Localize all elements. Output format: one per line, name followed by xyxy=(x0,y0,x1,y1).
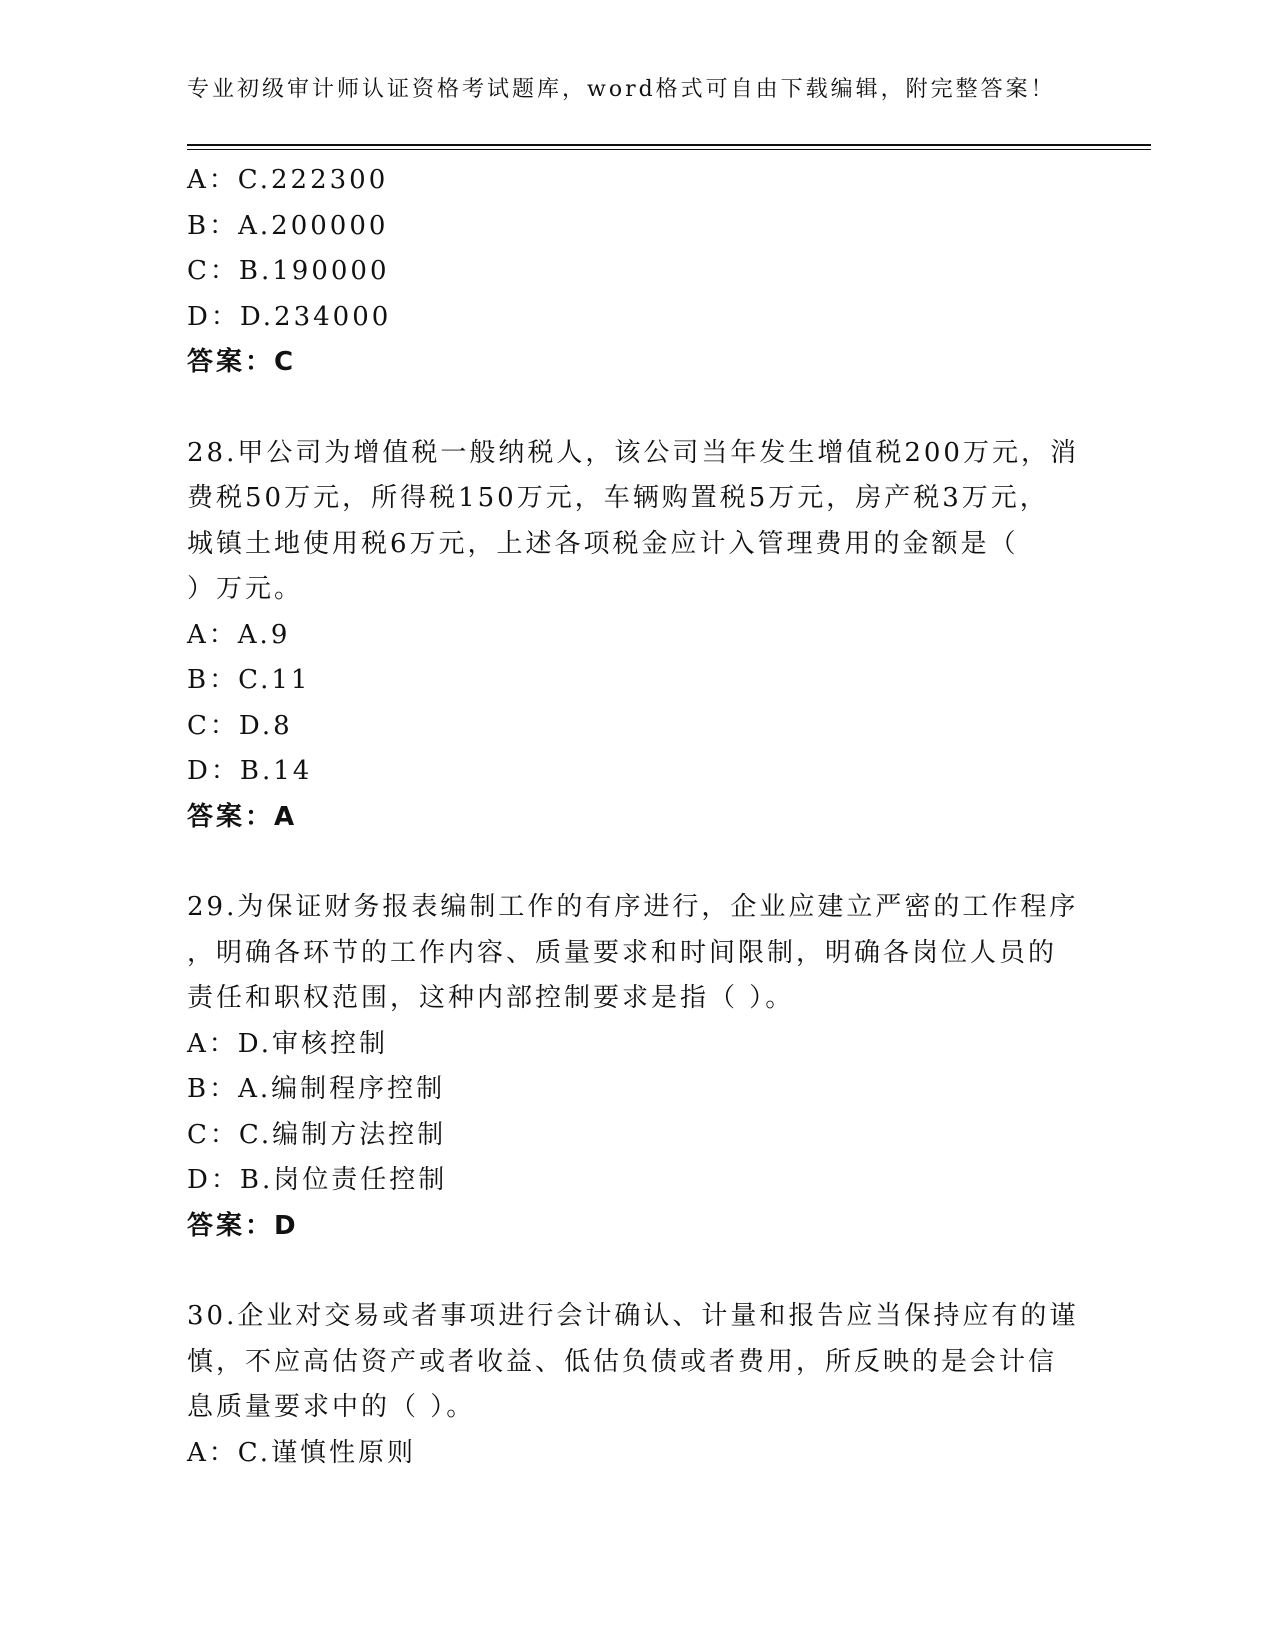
option-a: A：C.222300 xyxy=(187,165,389,195)
question-text-line: 30.企业对交易或者事项进行会计确认、计量和报告应当保持应有的谨 xyxy=(187,1301,1079,1331)
option-c: C：C.编制方法控制 xyxy=(187,1119,447,1150)
option-c: C：B.190000 xyxy=(187,256,390,286)
option-b: B：A.编制程序控制 xyxy=(187,1074,446,1104)
question-text-line: 29.为保证财务报表编制工作的有序进行，企业应建立严密的工作程序 xyxy=(187,892,1079,922)
option-d: D：D.234000 xyxy=(187,301,392,332)
spacer xyxy=(187,1249,1087,1294)
answer-line: 答案：D xyxy=(187,1210,299,1241)
question-text-line: 城镇土地使用税6万元，上述各项税金应计入管理费用的金额是（ xyxy=(187,528,1019,559)
header-rule-thick xyxy=(187,144,1151,146)
question-28 xyxy=(187,431,1087,841)
option-a: A：D.审核控制 xyxy=(187,1028,388,1059)
option-d: D：B.14 xyxy=(187,756,313,786)
answer-line: 答案：A xyxy=(187,801,298,832)
option-d: D：B.岗位责任控制 xyxy=(187,1165,448,1195)
option-a: A：C.谨慎性原则 xyxy=(187,1437,417,1468)
spacer xyxy=(187,386,1087,431)
question-text-line: 费税50万元，所得税150万元，车辆购置税5万元，房产税3万元， xyxy=(187,483,1049,513)
option-b: B：C.11 xyxy=(187,665,311,695)
question-29 xyxy=(187,885,1087,1249)
question-text-line: 责任和职权范围，这种内部控制要求是指（ ）。 xyxy=(187,983,795,1013)
question-text-line: ，明确各环节的工作内容、质量要求和时间限制，明确各岗位人员的 xyxy=(187,937,1058,968)
question-text-line: 28.甲公司为增值税一般纳税人，该公司当年发生增值税200万元，消 xyxy=(187,437,1079,468)
question-27 xyxy=(187,158,1087,386)
question-text-line: ）万元。 xyxy=(187,574,304,604)
spacer xyxy=(187,840,1087,885)
page-header: 专业初级审计师认证资格考试题库，word格式可自由下载编辑，附完整答案！ xyxy=(187,77,1056,102)
option-c: C：D.8 xyxy=(187,710,293,741)
question-30 xyxy=(187,1294,1087,1476)
answer-line: 答案：C xyxy=(187,347,297,377)
question-text-line: 慎，不应高估资产或者收益、低估负债或者费用，所反映的是会计信 xyxy=(187,1346,1058,1377)
question-text-line: 息质量要求中的（ ）。 xyxy=(187,1392,476,1422)
option-b: B：A.200000 xyxy=(187,210,389,241)
header-rule-thin xyxy=(187,149,1151,150)
question-content xyxy=(187,158,1087,1476)
option-a: A：A.9 xyxy=(187,619,291,650)
